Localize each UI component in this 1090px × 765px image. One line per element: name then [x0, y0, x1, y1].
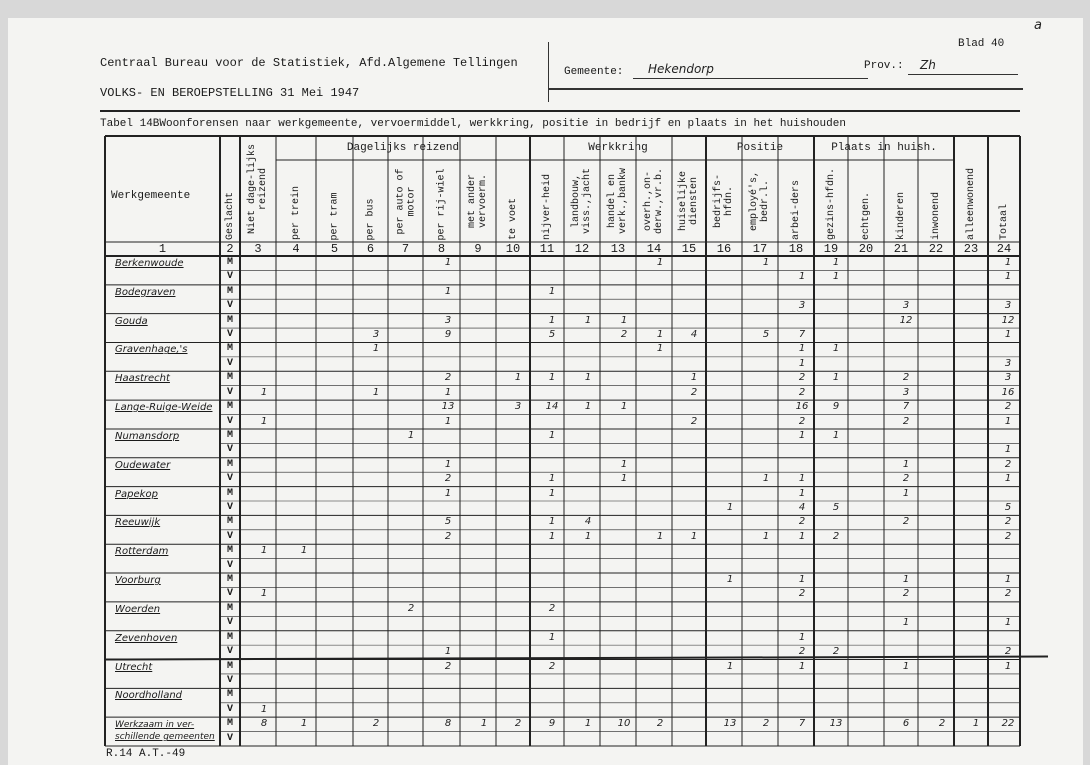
table-cell: 1 — [480, 718, 488, 730]
table-cell: 4 — [798, 502, 806, 513]
table-cell: 1 — [798, 473, 806, 485]
row-werkgemeente: Bodegraven — [115, 286, 176, 298]
table-cell: 2 — [902, 415, 910, 427]
column-number-9: 9 — [474, 242, 482, 256]
row-werkgemeente: Lange-Ruige-Weide — [115, 402, 213, 414]
table-cell: 1 — [972, 718, 980, 730]
column-number-19: 19 — [823, 242, 839, 256]
table-cell: 2 — [444, 660, 452, 672]
table-cell: 1 — [584, 718, 592, 730]
table-cell: 1 — [584, 401, 592, 413]
table-cell: 2 — [620, 329, 628, 341]
table-cell: 1 — [584, 314, 592, 326]
column-header-9: met ander vervoerm. — [467, 174, 489, 229]
table-cell: 4 — [584, 516, 592, 528]
group-header-dagelijks: Dagelijks reizend — [346, 142, 460, 154]
table-cell: 1 — [832, 429, 840, 441]
row-werkgemeente: Noordholland — [115, 690, 183, 702]
sex-m: M — [226, 516, 233, 528]
row-werkgemeente: Papekop — [115, 488, 158, 500]
table-cell: 10 — [617, 718, 631, 730]
table-cell: 1 — [444, 386, 452, 398]
table-cell: 1 — [798, 271, 806, 283]
table-cell: 1 — [726, 660, 734, 672]
table-cell: 3 — [1004, 357, 1012, 369]
column-header-5: per tram — [329, 191, 340, 240]
column-number-2: 2 — [226, 242, 234, 256]
column-header-24: Totaal — [998, 203, 1010, 240]
table-cell: 1 — [902, 660, 910, 672]
table-cell: 1 — [548, 429, 556, 441]
table-cell: 1 — [1004, 444, 1012, 456]
prov-label: Prov.: — [864, 60, 904, 72]
table-cell: 1 — [902, 487, 910, 499]
sex-v: V — [226, 300, 233, 312]
table-cell: 2 — [1004, 401, 1012, 413]
sex-v: V — [226, 559, 233, 571]
table-cell: 2 — [690, 415, 698, 427]
column-number-7: 7 — [401, 242, 410, 256]
row-werkgemeente: Zevenhoven — [115, 632, 178, 644]
sex-v: V — [226, 473, 233, 485]
column-number-3: 3 — [254, 242, 262, 256]
table-cell: 1 — [1004, 329, 1012, 341]
column-header-2: Geslacht — [224, 191, 236, 240]
column-number-8: 8 — [437, 242, 446, 256]
table-cell: 1 — [762, 530, 770, 542]
table-cell: 2 — [444, 473, 452, 485]
table-cell: 1 — [798, 357, 806, 369]
sex-m: M — [226, 458, 233, 470]
table-cell: 13 — [441, 401, 455, 413]
column-number-11: 11 — [539, 242, 555, 256]
column-number-1: 1 — [158, 242, 167, 256]
table-cell: 2 — [832, 530, 840, 542]
table-cell: 1 — [1004, 257, 1012, 268]
table-cell: 3 — [798, 300, 806, 312]
row-werkgemeente: Rotterdam — [115, 546, 169, 558]
table-cell: 3 — [1004, 300, 1012, 312]
table-cell: 1 — [1004, 574, 1012, 586]
column-header-10: te voet — [507, 197, 519, 240]
table-cell: 2 — [444, 372, 452, 384]
table-cell: 1 — [690, 530, 698, 542]
gemeente-label: Gemeente: — [564, 66, 624, 78]
sex-v: V — [226, 329, 233, 341]
sex-v: V — [226, 415, 233, 427]
table-cell: 16 — [795, 401, 809, 413]
table-cell: 1 — [656, 530, 664, 542]
row-werkgemeente: Berkenwoude — [115, 258, 184, 269]
table-cell: 1 — [832, 271, 840, 283]
column-number-21: 21 — [893, 242, 909, 256]
sex-m: M — [226, 257, 233, 268]
row-werkgemeente: Utrecht — [115, 661, 153, 673]
table-cell: 7 — [798, 718, 806, 730]
table-cell: 2 — [798, 646, 806, 658]
sex-m: M — [226, 285, 233, 297]
column-header-20: echtgen. — [860, 191, 872, 240]
row-werkgemeente: Gouda — [115, 315, 148, 327]
table-cell: 2 — [798, 386, 806, 398]
table-cell: 2 — [762, 718, 770, 730]
table-cell: 3 — [444, 314, 452, 326]
column-header-15: huiselijke diensten — [678, 171, 700, 232]
table-cell: 2 — [902, 516, 910, 528]
table-cell: 1 — [300, 545, 308, 557]
column-number-12: 12 — [574, 242, 590, 256]
table-cell: 1 — [832, 343, 840, 355]
table-cell: 1 — [548, 530, 556, 542]
table-cell: 1 — [548, 372, 556, 384]
row-werkgemeente: Voorburg — [115, 575, 161, 587]
table-cell: 5 — [444, 516, 452, 528]
column-header-11: nijver-heid — [541, 173, 553, 240]
sex-m: M — [226, 314, 233, 326]
column-header-16: bedrijfs-hfdn. — [713, 174, 735, 229]
column-number-13: 13 — [610, 242, 626, 256]
table-cell: 1 — [798, 530, 806, 542]
table-cell: 1 — [548, 314, 556, 326]
table-cell: 1 — [260, 386, 268, 398]
table-cell: 2 — [832, 646, 840, 658]
bureau-title: Centraal Bureau voor de Statistiek, Afd.Algemene Tellingen — [100, 56, 518, 70]
table-cell: 1 — [300, 718, 308, 730]
table-cell: 5 — [548, 329, 556, 341]
table-cell: 2 — [407, 602, 415, 614]
table-cell: 1 — [656, 257, 664, 268]
table-cell: 2 — [1004, 458, 1012, 470]
table-cell: 3 — [902, 386, 910, 398]
table-cell: 3 — [514, 401, 522, 413]
sex-v: V — [226, 703, 233, 715]
table-cell: 1 — [548, 631, 556, 643]
column-header-18: arbei-ders — [790, 179, 802, 240]
table-cell: 1 — [902, 574, 910, 586]
table-cell: 2 — [548, 660, 556, 672]
table-cell: 2 — [1004, 646, 1012, 658]
column-number-17: 17 — [752, 242, 768, 256]
table-cell: 1 — [514, 372, 522, 384]
sex-m: M — [226, 429, 233, 441]
column-header-19: gezins-hfdn. — [825, 167, 837, 240]
table-cell: 22 — [1001, 718, 1015, 730]
sex-m: M — [226, 660, 233, 672]
table-cell: 7 — [798, 329, 806, 341]
table-cell: 3 — [902, 300, 910, 312]
sex-v: V — [226, 386, 233, 398]
table-cell: 1 — [798, 574, 806, 586]
table-cell: 2 — [798, 415, 806, 427]
column-number-5: 5 — [330, 242, 339, 256]
table-cell: 1 — [1004, 660, 1012, 672]
row-werkgemeente: Woerden — [115, 603, 161, 615]
table-cell: 1 — [798, 343, 806, 355]
sex-m: M — [226, 574, 233, 586]
row-werkgemeente: Haastrecht — [115, 373, 170, 385]
column-header-21: kinderen — [895, 191, 907, 240]
column-header-14: overh.,on-derw.,vr.b. — [643, 168, 665, 235]
sex-v: V — [226, 444, 233, 456]
row-werkgemeente: Werkzaam in ver-schillende gemeenten — [115, 720, 215, 743]
column-number-16: 16 — [716, 242, 732, 256]
column-header-7: per auto of motor — [394, 168, 417, 235]
table-cell: 1 — [726, 574, 734, 586]
table-cell: 2 — [902, 473, 910, 485]
table-cell: 2 — [798, 516, 806, 528]
table-cell: 2 — [1004, 588, 1012, 600]
sex-m: M — [226, 343, 233, 355]
table-cell: 2 — [798, 588, 806, 600]
column-header-4: per trein — [290, 185, 302, 240]
table-cell: 1 — [372, 386, 380, 398]
table-cell: 2 — [798, 372, 806, 384]
column-number-14: 14 — [646, 242, 662, 256]
column-header-12: landbouw, viss.,jacht — [571, 168, 593, 235]
column-header-23: alleenwonend — [965, 167, 977, 240]
sex-v: V — [226, 674, 233, 686]
table-cell: 5 — [1004, 502, 1012, 513]
sex-v: V — [226, 271, 233, 283]
sex-v: V — [226, 357, 233, 369]
sex-m: M — [226, 718, 233, 730]
row-werkgemeente: Numansdorp — [115, 430, 180, 442]
column-header-3: Niet dage-lijks reizend — [247, 144, 269, 235]
table-cell: 1 — [372, 343, 380, 355]
column-header-22: inwonend — [930, 191, 942, 240]
sex-m: M — [226, 487, 233, 499]
prov-value: Zh — [920, 58, 936, 72]
table-cell: 1 — [260, 415, 268, 427]
sex-v: V — [226, 617, 233, 629]
table-cell: 1 — [762, 473, 770, 485]
table-cell: 1 — [832, 257, 840, 268]
table-cell: 13 — [723, 718, 737, 730]
table-cell: 16 — [1001, 386, 1015, 398]
census-title: VOLKS- EN BEROEPSTELLING 31 Mei 1947 — [100, 86, 360, 100]
sex-v: V — [226, 530, 233, 542]
column-number-15: 15 — [681, 242, 697, 256]
sex-m: M — [226, 372, 233, 384]
table-cell: 2 — [656, 718, 664, 730]
table-cell: 1 — [444, 458, 452, 470]
column-number-24: 24 — [996, 242, 1012, 256]
table-cell: 1 — [444, 415, 452, 427]
table-grid — [8, 18, 1083, 765]
table-cell: 1 — [584, 530, 592, 542]
row-werkgemeente: Reeuwijk — [115, 517, 161, 529]
table-cell: 6 — [902, 718, 910, 730]
group-header-plaats: Plaats in huish. — [831, 142, 937, 154]
sex-m: M — [226, 689, 233, 701]
table-cell: 12 — [1001, 314, 1015, 326]
table-cell: 2 — [1004, 516, 1012, 528]
table-cell: 1 — [620, 458, 628, 470]
table-cell: 1 — [1004, 271, 1012, 283]
table-cell: 1 — [548, 285, 556, 297]
table-cell: 1 — [444, 487, 452, 499]
table-cell: 1 — [762, 257, 770, 268]
table-cell: 1 — [548, 516, 556, 528]
table-cell: 1 — [902, 458, 910, 470]
table-cell: 1 — [260, 545, 268, 557]
table-cell: 1 — [444, 257, 452, 268]
row-werkgemeente: Oudewater — [115, 459, 171, 471]
column-header-6: per bus — [365, 197, 376, 240]
blad-label: Blad 40 — [958, 38, 1005, 50]
table-cell: 1 — [656, 329, 664, 341]
table-cell: 1 — [584, 372, 592, 384]
table-cell: 1 — [798, 487, 806, 499]
sex-m: M — [226, 631, 233, 643]
column-header-17: employé's, bedr.l. — [749, 171, 771, 232]
table-cell: 1 — [1004, 415, 1012, 427]
census-form-sheet — [8, 18, 1083, 765]
column-number-4: 4 — [292, 242, 300, 256]
column-number-23: 23 — [963, 242, 979, 256]
table-cell: 1 — [902, 617, 910, 629]
table-cell: 4 — [690, 329, 698, 341]
table-cell: 8 — [444, 718, 452, 730]
table-cell: 14 — [545, 401, 559, 413]
table-cell: 1 — [444, 285, 452, 297]
row-werkgemeente: Gravenhage,'s — [115, 344, 188, 356]
table-cell: 5 — [762, 329, 770, 341]
table-cell: 1 — [260, 588, 268, 600]
column-header-8: per rij-wiel — [436, 167, 447, 240]
group-header-werkkring: Werkkring — [588, 142, 648, 154]
table-cell: 3 — [372, 329, 380, 341]
table-cell: 3 — [1004, 372, 1012, 384]
column-number-22: 22 — [928, 242, 944, 256]
sex-m: M — [226, 401, 233, 413]
column-number-20: 20 — [858, 242, 874, 256]
table-cell: 7 — [902, 401, 910, 413]
table-cell: 2 — [444, 530, 452, 542]
table-cell: 1 — [620, 473, 628, 485]
column-header-13: handel en verk.,bankw — [607, 168, 629, 235]
table-cell: 1 — [548, 473, 556, 485]
table-cell: 1 — [1004, 473, 1012, 485]
table-cell: 12 — [899, 314, 913, 326]
table-cell: 1 — [1004, 617, 1012, 629]
group-header-positie: Positie — [736, 142, 784, 154]
table-cell: 1 — [620, 401, 628, 413]
table-cell: 2 — [938, 718, 946, 730]
table-cell: 13 — [829, 718, 843, 730]
table-cell: 2 — [902, 372, 910, 384]
sex-v: V — [226, 646, 233, 658]
table-cell: 1 — [620, 314, 628, 326]
table-cell: 2 — [372, 718, 380, 730]
table-cell: 2 — [690, 386, 698, 398]
table-cell: 5 — [832, 502, 840, 513]
table-cell: 1 — [798, 660, 806, 672]
table-cell: 8 — [260, 718, 268, 730]
table-cell: 9 — [444, 329, 452, 341]
corner-mark: a — [1034, 18, 1042, 33]
table-cell: 2 — [514, 718, 522, 730]
table-cell: 2 — [548, 602, 556, 614]
table-cell: 1 — [260, 703, 268, 715]
form-code: R.14 A.T.-49 — [106, 748, 186, 760]
sex-v: V — [226, 502, 233, 513]
table-cell: 9 — [548, 718, 556, 730]
table-cell: 9 — [832, 401, 840, 413]
column-number-10: 10 — [505, 242, 521, 256]
table-cell: 1 — [407, 429, 415, 441]
table-cell: 1 — [548, 487, 556, 499]
gemeente-value: Hekendorp — [648, 62, 714, 76]
table-cell: 1 — [832, 372, 840, 384]
table-cell: 1 — [798, 631, 806, 643]
table-cell: 2 — [1004, 530, 1012, 542]
table-cell: 1 — [444, 646, 452, 658]
sex-v: V — [226, 732, 233, 744]
table-title: Tabel 14BWoonforensen naar werkgemeente, vervoermiddel, werkkring, positie in bedrijf en plaats in het huishouden — [100, 118, 846, 130]
table-cell: 2 — [902, 588, 910, 600]
table-cell: 1 — [690, 372, 698, 384]
sex-m: M — [226, 602, 233, 614]
column-number-6: 6 — [366, 242, 375, 256]
column-header-werkgemeente: Werkgemeente — [111, 190, 191, 202]
table-cell: 1 — [798, 429, 806, 441]
sex-v: V — [226, 588, 233, 600]
column-number-18: 18 — [788, 242, 804, 256]
table-cell: 1 — [726, 502, 734, 513]
sex-m: M — [226, 545, 233, 557]
table-cell: 1 — [656, 343, 664, 355]
